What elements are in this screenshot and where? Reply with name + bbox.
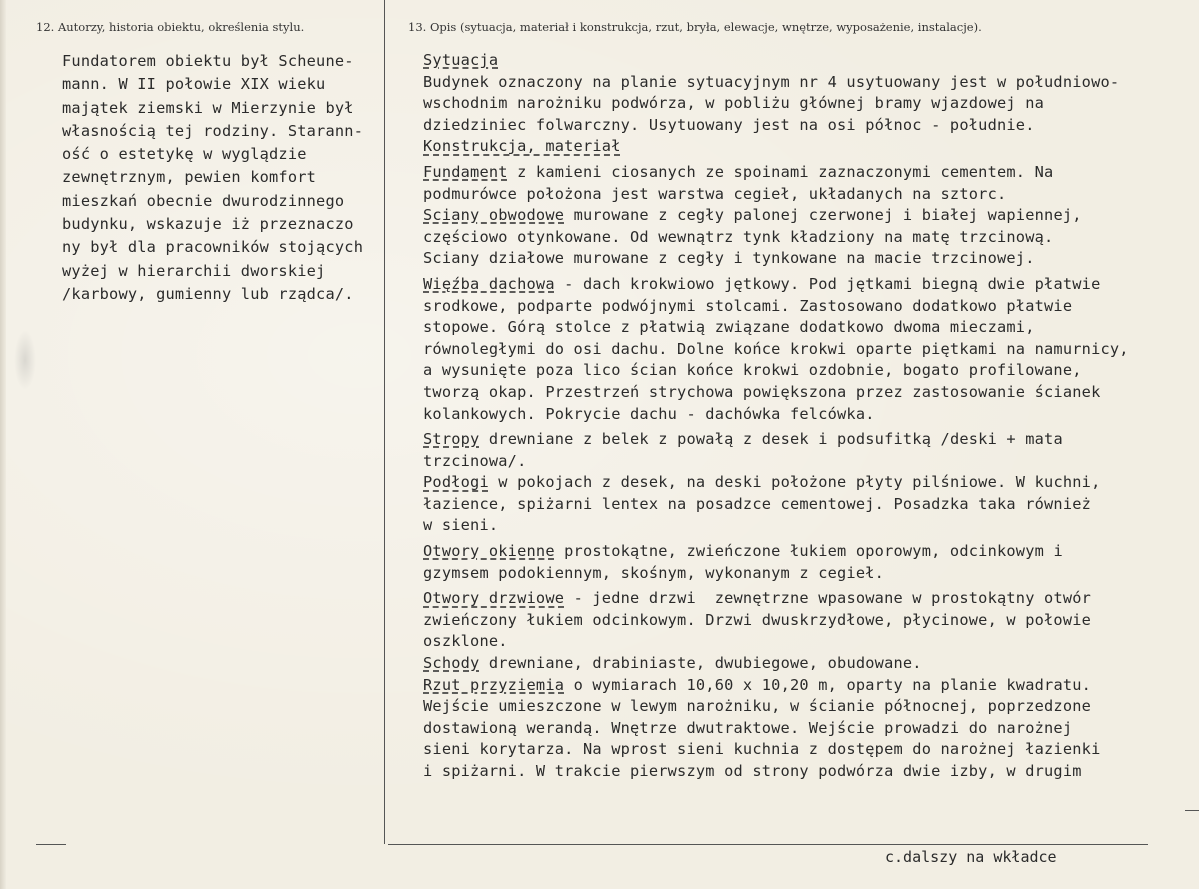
description-line: dziedziniec folwarczny. Usytuowany jest na osi północ - południe. [423,115,1035,134]
description-line: oszklone. [423,632,508,651]
section-heading-sytuacja: Sytuacja [423,51,499,69]
history-line: Fundatorem obiektu był Scheune- [62,52,354,70]
rzut-line: Rzut przyziemia o wymiarach 10,60 x 10,20 m, oparty na planie kwadratu. [423,675,1092,694]
schody-label: Schody [423,654,480,673]
section-heading-konstrukcja: Konstrukcja, materiał [423,137,621,156]
left-column-header: 12. Autorzy, historia obiektu, określenia stylu. [36,20,305,34]
wiezba-label: Więźba dachowa [423,274,555,293]
podlogi-label: Podłogi [423,473,489,492]
continuation-note: c.dalszy na wkładce [885,848,1057,866]
description-line: tworzą okap. Przestrzeń strychowa powiększona przez zastosowanie ścianek [423,382,1101,401]
rzut-label: Rzut przyziemia [423,675,565,694]
description-line: stopowe. Górą stolce z płatwią związane dodatkowo dwoma mieczami, [423,318,1035,337]
description-line: równoległymi do osi dachu. Dolne końce krokwi oparte piętkami na namurnicy, [423,339,1129,358]
description-column [423,50,1193,783]
wiezba-line: Więźba dachowa - dach krokwiowo jętkowy. Pod jętkami biegną dwie płatwie [423,274,1101,293]
description-line: trzcinowa/. [423,451,527,470]
right-column-header: 13. Opis (sytuacja, materiał i konstrukcja, rzut, bryła, elewacje, wnętrze, wyposażenie, instalacje). [408,20,982,34]
history-line: /karbowy, gumienny lub rządca/. [62,284,354,303]
okienne-line: Otwory okienne prostokątne, zwieńczone łukiem oporowym, odcinkowym i [423,542,1063,561]
description-line: Budynek oznaczony na planie sytuacyjnym nr 4 usytuowany jest w południowo- [423,72,1120,91]
description-line: dostawioną werandą. Wnętrze dwutraktowe. Wejście prowadzi do narożnej [423,718,1073,737]
bottom-left-rule [36,844,66,845]
podlogi-line: Podłogi w pokojach z desek, na deski położone płyty pilśniowe. W kuchni, [423,473,1101,492]
schody-line: Schody drewniane, drabiniaste, dwubiegowe, obudowane. [423,654,922,673]
description-line: zwieńczony łukiem odcinkowym. Drzwi dwuskrzydłowe, płycinowe, w połowie [423,610,1092,629]
description-line: łazience, spiżarni lentex na posadzce cementowej. Posadzka taka również [423,494,1092,513]
page-edge-shadow [0,0,6,889]
history-line: zewnętrznym, pewien komfort [62,168,317,187]
fundament-label: Fundament [423,162,508,181]
description-line: i spiżarni. W trakcie pierwszym od strony podwórza dwie izby, w drugim [423,762,1082,780]
history-column [62,50,392,306]
history-line: mieszkań obecnie dwurodzinnego [62,191,345,210]
description-line: srodkowe, podparte podwójnymi stolcami. Zastosowano dodatkowo płatwie [423,296,1073,315]
description-line: kolankowych. Pokrycie dachu - dachówka felcówka. [423,404,875,423]
description-line: gzymsem podokiennym, skośnym, wykonanym z cegieł. [423,563,885,582]
drzwiowe-line: Otwory drzwiowe - jedne drzwi zewnętrzne wpasowane w prostokątny otwór [423,589,1092,608]
description-line: częściowo otynkowane. Od wewnątrz tynk kładziony na matę trzcinową. [423,227,1054,246]
history-line: majątek ziemski w Mierzynie był [62,98,354,117]
description-line: wschodnim narożniku podwórza, w pobliżu głównej bramy wjazdowej na [423,94,1045,113]
fundament-line: Fundament z kamieni ciosanych ze spoinami zaznaczonymi cementem. Na [423,162,1054,181]
history-line: własnością tej rodziny. Starann- [62,121,364,140]
right-edge-rule [1185,810,1199,811]
paper-smudge [14,330,36,390]
history-line: budynku, wskazuje iż przeznaczo [62,215,354,234]
description-line: Sciany działowe murowane z cegły i tynkowane na macie trzcinowej. [423,249,1035,268]
history-line: mann. W II połowie XIX wieku [62,75,326,94]
bottom-rule [388,844,1148,845]
description-line: w sieni. [423,516,499,535]
history-line: ość o estetykę w wyglądzie [62,145,307,164]
okienne-label: Otwory okienne [423,542,555,561]
stropy-line: Stropy drewniane z belek z powałą z desek i podsufitką /deski + mata [423,430,1063,449]
description-line: podmurówce położona jest warstwa cegieł, układanych na sztorc. [423,184,1007,203]
sciany-label: Sciany obwodowe [423,206,565,225]
description-line: sieni korytarza. Na wprost sieni kuchnia z dostępem do narożnej łazienki [423,740,1101,759]
description-line: a wysunięte poza lico ścian końce krokwi ozdobnie, bogato profilowane, [423,361,1082,380]
history-line: wyżej w hierarchii dworskiej [62,261,326,280]
description-line: Wejście umieszczone w lewym narożniku, w ścianie północnej, poprzedzone [423,697,1092,716]
history-line: ny był dla pracowników stojących [62,238,364,257]
sciany-line: Sciany obwodowe murowane z cegły palonej czerwonej i białej wapiennej, [423,206,1082,225]
stropy-label: Stropy [423,430,480,449]
drzwiowe-label: Otwory drzwiowe [423,589,565,608]
